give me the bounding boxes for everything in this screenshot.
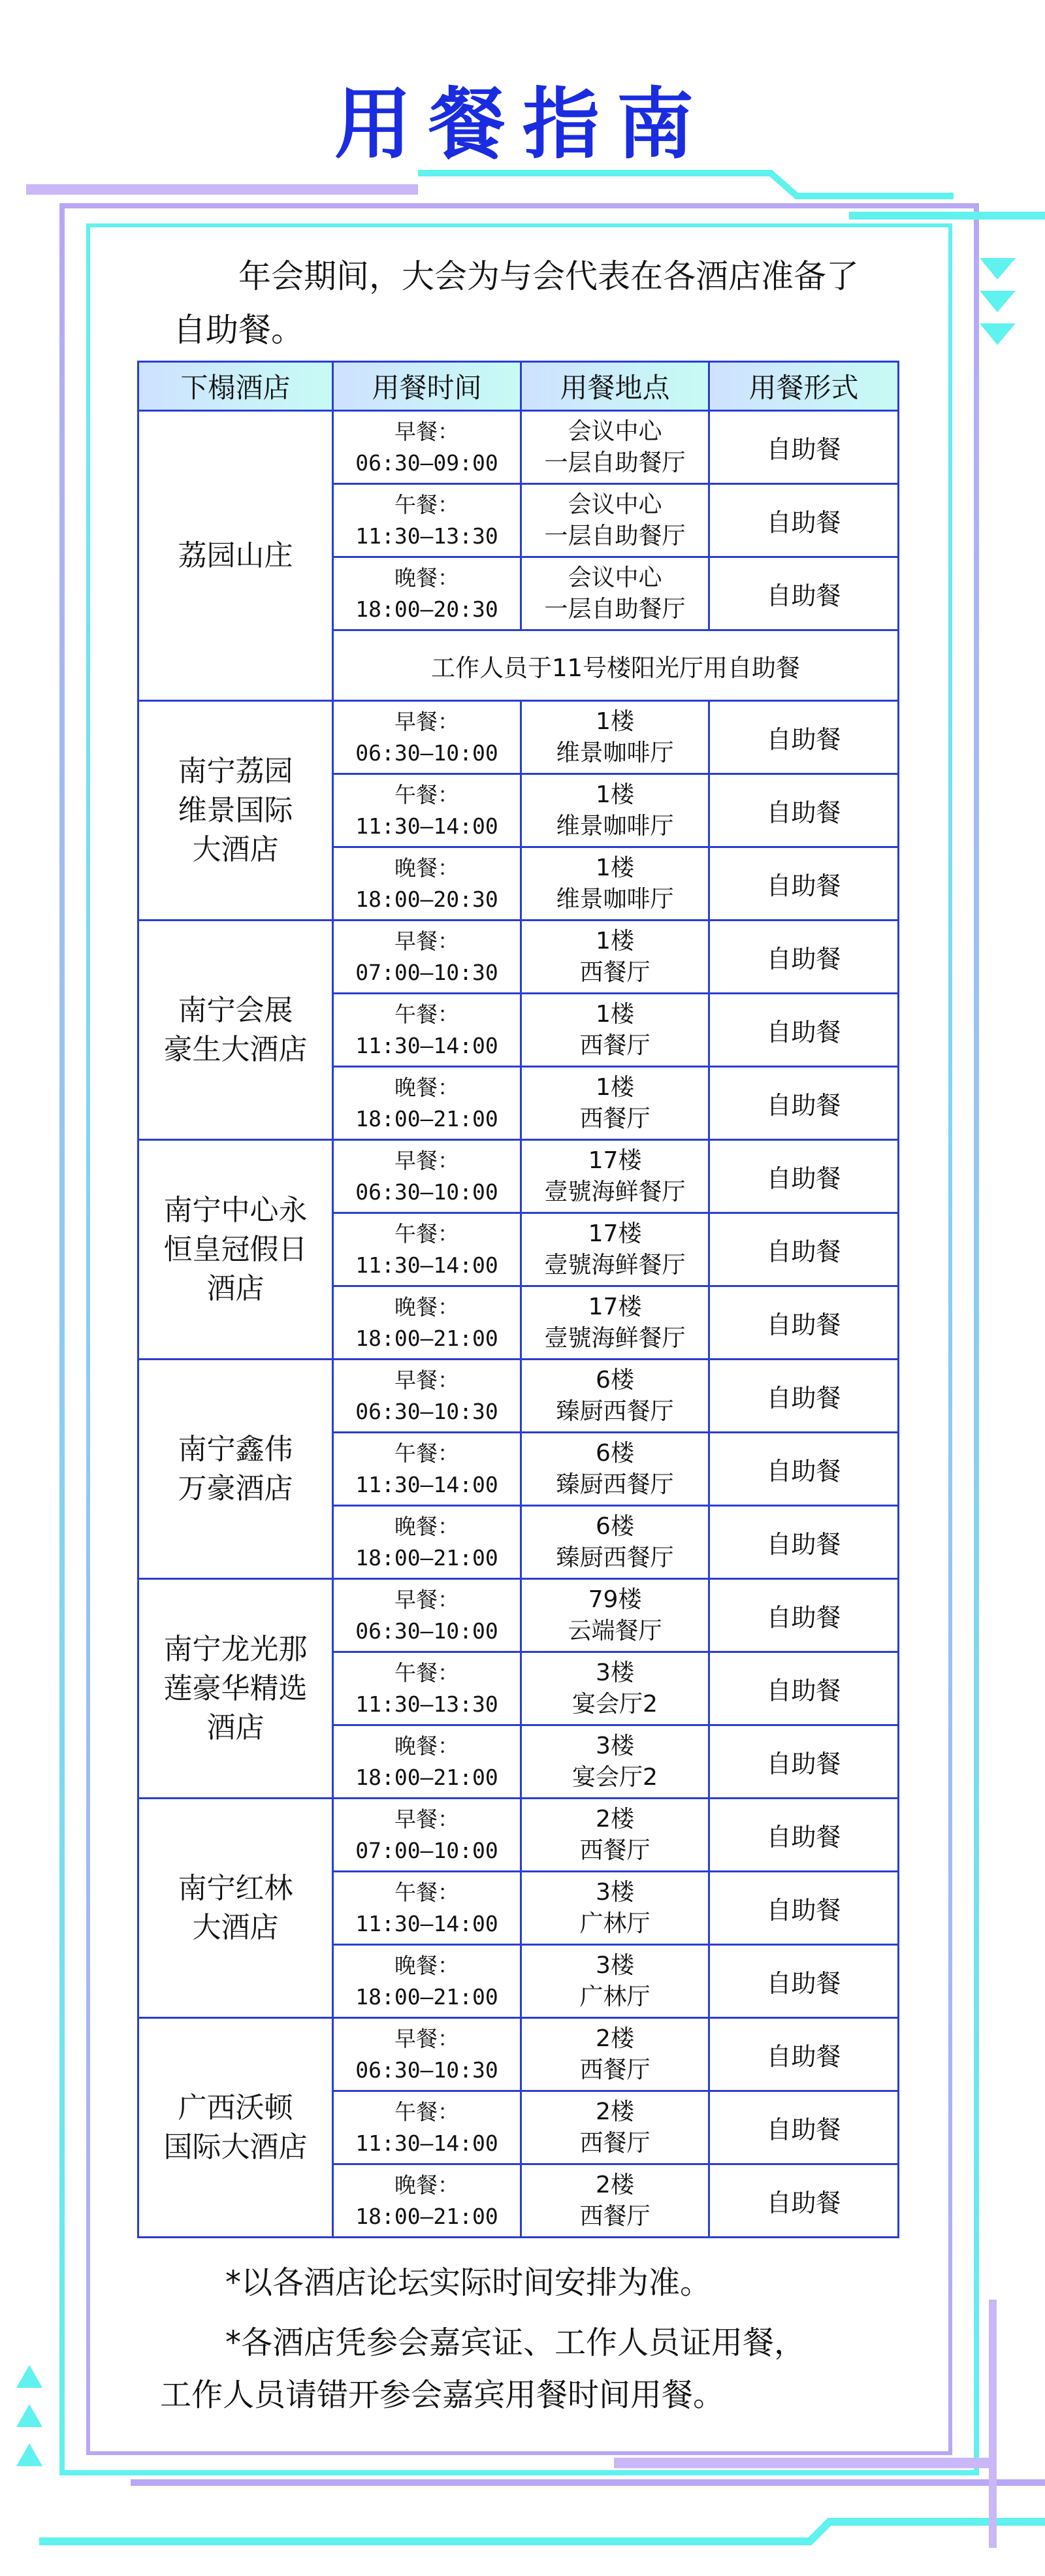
meal-place: 2楼 西餐厅 xyxy=(521,2018,709,2091)
meal-form: 自助餐 xyxy=(709,1579,899,1652)
table-row xyxy=(138,1579,899,1652)
meal-form: 自助餐 xyxy=(709,1140,899,1213)
meal-form: 自助餐 xyxy=(709,484,899,557)
hotel-name: 广西沃顿 国际大酒店 xyxy=(138,2018,333,2238)
meal-time: 午餐： 11:30—14:00 xyxy=(333,2091,521,2164)
table-row xyxy=(138,921,899,994)
meal-time: 午餐： 11:30—14:00 xyxy=(333,994,521,1067)
meal-time: 晚餐： 18:00—21:00 xyxy=(333,2164,521,2238)
meal-form: 自助餐 xyxy=(709,701,899,774)
meal-time: 晚餐： 18:00—20:30 xyxy=(333,557,521,630)
meal-form: 自助餐 xyxy=(709,1799,899,1872)
meal-place: 6楼 臻厨西餐厅 xyxy=(521,1506,709,1579)
meal-time: 早餐： 06:30—10:00 xyxy=(333,701,521,774)
hotel-name: 荔园山庄 xyxy=(138,411,333,701)
meal-time: 早餐： 07:00—10:00 xyxy=(333,1799,521,1872)
meal-place: 1楼 维景咖啡厅 xyxy=(521,847,709,921)
meal-form: 自助餐 xyxy=(709,1213,899,1286)
meal-place: 1楼 西餐厅 xyxy=(521,994,709,1067)
table-row xyxy=(138,411,899,484)
meal-place: 6楼 臻厨西餐厅 xyxy=(521,1360,709,1433)
footnote-1: *以各酒店论坛实际时间安排为准。 xyxy=(225,2264,712,2301)
table-row xyxy=(138,1799,899,1872)
meal-time: 晚餐： 18:00—21:00 xyxy=(333,1506,521,1579)
meal-place: 1楼 西餐厅 xyxy=(521,1067,709,1140)
meal-form: 自助餐 xyxy=(709,1725,899,1799)
meal-form: 自助餐 xyxy=(709,411,899,484)
meal-form: 自助餐 xyxy=(709,994,899,1067)
meal-time: 午餐： 11:30—14:00 xyxy=(333,1872,521,1945)
meal-time: 午餐： 11:30—13:30 xyxy=(333,484,521,557)
hotel-name: 南宁红林 大酒店 xyxy=(138,1799,333,2018)
meal-place: 会议中心 一层自助餐厅 xyxy=(521,484,709,557)
hotel-name: 南宁荔园 维景国际 大酒店 xyxy=(138,701,333,921)
meal-time: 早餐： 06:30—10:30 xyxy=(333,1360,521,1433)
meal-form: 自助餐 xyxy=(709,1652,899,1725)
meal-place: 3楼 广林厅 xyxy=(521,1945,709,2018)
meal-time: 晚餐： 18:00—21:00 xyxy=(333,1286,521,1360)
header-form: 用餐形式 xyxy=(709,362,899,411)
meal-place: 1楼 维景咖啡厅 xyxy=(521,701,709,774)
meal-time: 早餐： 06:30—10:00 xyxy=(333,1140,521,1213)
hotel-name: 南宁龙光那 莲豪华精选 酒店 xyxy=(138,1579,333,1799)
meal-form: 自助餐 xyxy=(709,2091,899,2164)
staff-note: 工作人员于11号楼阳光厅用自助餐 xyxy=(333,630,899,701)
meal-form: 自助餐 xyxy=(709,557,899,630)
meal-form: 自助餐 xyxy=(709,1286,899,1360)
table-row xyxy=(138,1360,899,1433)
table-row xyxy=(138,701,899,774)
meal-form: 自助餐 xyxy=(709,847,899,921)
meal-time: 早餐： 07:00—10:30 xyxy=(333,921,521,994)
meal-time: 午餐： 11:30—13:30 xyxy=(333,1652,521,1725)
meal-time: 午餐： 11:30—14:00 xyxy=(333,1433,521,1506)
meal-time: 晚餐： 18:00—21:00 xyxy=(333,1725,521,1799)
hotel-name: 南宁会展 豪生大酒店 xyxy=(138,921,333,1140)
table-row xyxy=(138,1140,899,1213)
meal-time: 早餐： 06:30—10:30 xyxy=(333,2018,521,2091)
meal-form: 自助餐 xyxy=(709,2018,899,2091)
hotel-name: 南宁中心永 恒皇冠假日 酒店 xyxy=(138,1140,333,1360)
table-row xyxy=(138,2018,899,2091)
footnote-2-line-1: *各酒店凭参会嘉宾证、工作人员证用餐， xyxy=(225,2324,806,2361)
meal-form: 自助餐 xyxy=(709,1945,899,2018)
meal-time: 早餐： 06:30—10:00 xyxy=(333,1579,521,1652)
meal-place: 17楼 壹號海鲜餐厅 xyxy=(521,1140,709,1213)
meal-place: 6楼 臻厨西餐厅 xyxy=(521,1433,709,1506)
meal-time: 午餐： 11:30—14:00 xyxy=(333,774,521,847)
meal-time: 晚餐： 18:00—21:00 xyxy=(333,1945,521,2018)
meal-place: 79楼 云端餐厅 xyxy=(521,1579,709,1652)
meal-time: 早餐： 06:30—09:00 xyxy=(333,411,521,484)
footnote-2-line-2: 工作人员请错开参会嘉宾用餐时间用餐。 xyxy=(160,2377,725,2413)
header-place: 用餐地点 xyxy=(521,362,709,411)
page-title: 用餐指南 xyxy=(334,79,711,169)
hotel-name: 南宁鑫伟 万豪酒店 xyxy=(138,1360,333,1579)
triangle-up-icon xyxy=(16,2365,42,2466)
meal-form: 自助餐 xyxy=(709,1506,899,1579)
intro-text: 年会期间，大会为与会代表在各酒店准备了自助餐。 xyxy=(173,257,859,349)
meal-table xyxy=(137,361,899,2238)
meal-time: 晚餐： 18:00—21:00 xyxy=(333,1067,521,1140)
header-hotel: 下榻酒店 xyxy=(138,362,333,411)
meal-form: 自助餐 xyxy=(709,2164,899,2238)
meal-form: 自助餐 xyxy=(709,1872,899,1945)
meal-place: 2楼 西餐厅 xyxy=(521,2164,709,2238)
meal-place: 3楼 宴会厅2 xyxy=(521,1652,709,1725)
meal-place: 2楼 西餐厅 xyxy=(521,1799,709,1872)
meal-place: 会议中心 一层自助餐厅 xyxy=(521,557,709,630)
meal-form: 自助餐 xyxy=(709,1433,899,1506)
meal-place: 会议中心 一层自助餐厅 xyxy=(521,411,709,484)
table-header-row xyxy=(138,362,899,411)
meal-time: 晚餐： 18:00—20:30 xyxy=(333,847,521,921)
meal-form: 自助餐 xyxy=(709,1360,899,1433)
meal-place: 17楼 壹號海鲜餐厅 xyxy=(521,1286,709,1360)
meal-place: 2楼 西餐厅 xyxy=(521,2091,709,2164)
meal-place: 17楼 壹號海鲜餐厅 xyxy=(521,1213,709,1286)
meal-form: 自助餐 xyxy=(709,1067,899,1140)
meal-form: 自助餐 xyxy=(709,774,899,847)
meal-place: 3楼 广林厅 xyxy=(521,1872,709,1945)
meal-form: 自助餐 xyxy=(709,921,899,994)
header-time: 用餐时间 xyxy=(333,362,521,411)
meal-place: 1楼 西餐厅 xyxy=(521,921,709,994)
triangle-down-icon xyxy=(980,258,1016,345)
meal-place: 3楼 宴会厅2 xyxy=(521,1725,709,1799)
meal-time: 午餐： 11:30—14:00 xyxy=(333,1213,521,1286)
meal-place: 1楼 维景咖啡厅 xyxy=(521,774,709,847)
